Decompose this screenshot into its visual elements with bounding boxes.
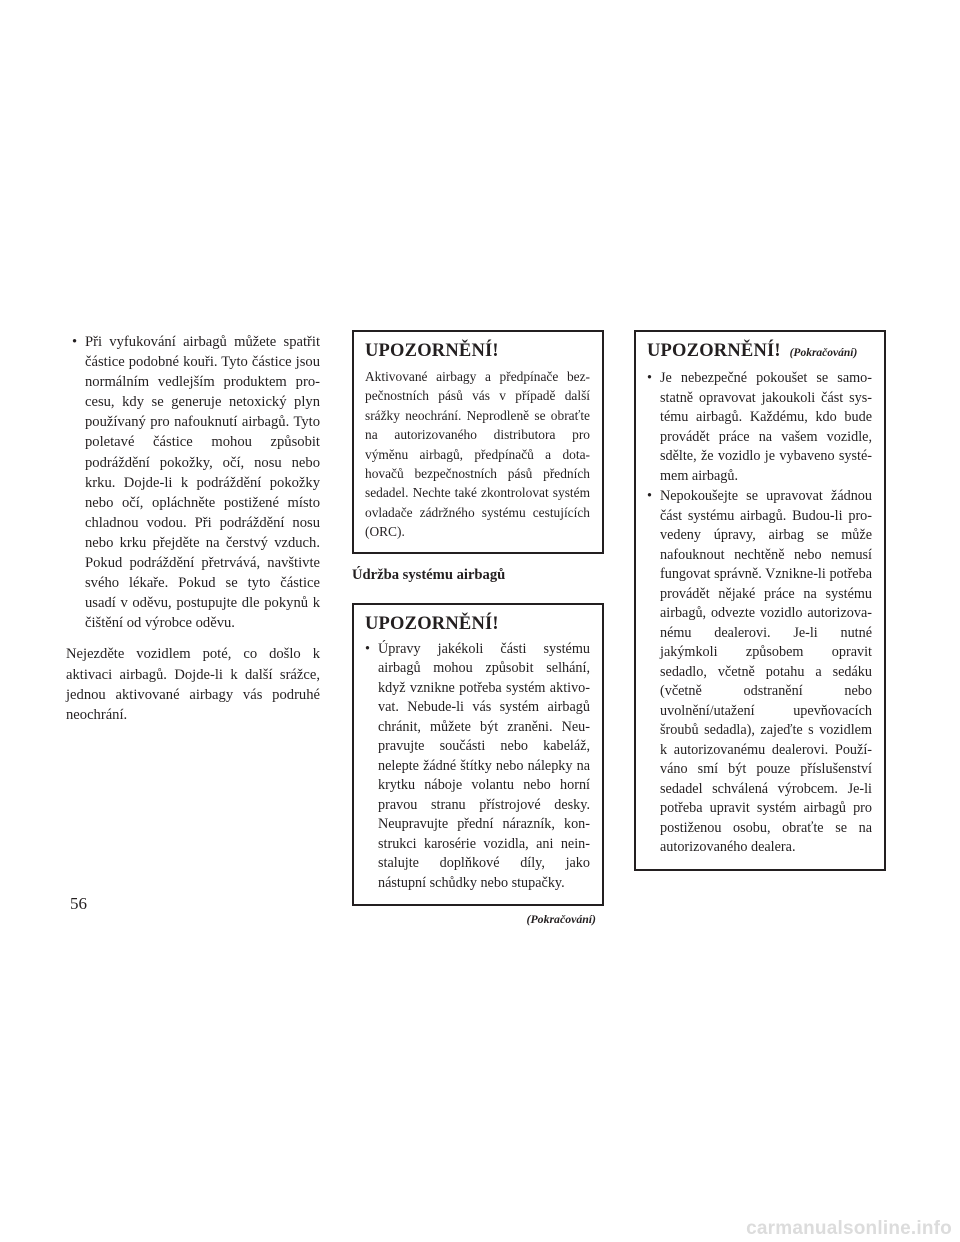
warning-bullet — [647, 487, 872, 858]
page-number: 56 — [70, 894, 87, 913]
warning-title: UPOZORNĚNÍ! — [365, 341, 499, 361]
bullet-icon: • — [365, 640, 370, 657]
left-column — [66, 332, 320, 739]
warning-text: Aktivované airbagy a předpínače bezpečnostních pásů vás v případě další srážky neochrání. Neprodleně se obraťte na autorizovaného distributora pro výměnu airbagů, předpínačů a dotahovačů bezpečnostních pásů předních sedadel. Nechte také zkontrolovat systém ovladače zádržného systému cestujících (ORC). — [365, 369, 590, 540]
warning-box-modifications — [352, 603, 604, 907]
bullet-icon: • — [647, 370, 652, 386]
bullet-text: Při vyfukování airbagů můžete spatřit částice podobné kouři. Tyto částice jsou normálním vedlejším produktem procesu, kdy se generuje netoxický plyn používaný pro nafouknutí airbagů. Tyto poletavé částice mohou způsobit podráždění pokožky, očí, nosu nebo krku. Dojde-li k podráždění pokožky nebo očí, opláchněte postižené místo chladnou vodou. Při podráždění nosu nebo krku přejděte na čerstvý vzduch. Pokud podráždění přetrvává, navštivte svého lékaře. Pokud se tyto částice usadí v oděvu, postupujte dle pokynů k čištění od výrobce oděvu. — [85, 334, 320, 632]
section-heading: Údržba systému airbagů — [352, 566, 506, 583]
right-column — [634, 330, 886, 871]
bullet-text: Nepokoušejte se upravovat žádnou část systému airbagů. Budou-li provedeny úpravy, airbag se může nafouknout nechtěně nebo nemusí fungovat správně. Vznikne-li potřeba provádět nějaké práce na systému airbagů, odvezte vozidlo autorizovanému dealerovi. Je-li nutné jakýmkoli způsobem opravit sedadlo, včetně potahu a sedáku (včetně odstranění nebo uvolnění/utažení upevňovacích šroubů sedadla), zajeďte s vozidlem k autorizovanému dealerovi. Používáno smí být pouze příslušenství sedadel schválená výrobcem. Je-li potřeba upravit systém airbagů pro postiženou osobu, obraťte se na autorizovaného dealera. — [660, 488, 872, 855]
bullet-icon: • — [647, 488, 652, 504]
warning-bullet — [365, 640, 590, 894]
watermark: carmanualsonline.info — [746, 1218, 952, 1239]
middle-column — [352, 330, 604, 927]
warning-title-continued: (Pokračování) — [789, 347, 858, 359]
bullet-text: Je nebezpečné pokoušet se samostatně opravovat jakoukoli část systému airbagů. Každému, kdo bude provádět práce na vašem vozidle, sdělte, že vozidlo je vybaveno systémem airbagů. — [660, 370, 872, 484]
warning-box-continued — [634, 330, 886, 871]
airbag-particles-bullet — [66, 332, 320, 633]
continued-label: (Pokračování) — [526, 912, 596, 927]
warning-title-text: UPOZORNĚNÍ! — [647, 341, 781, 361]
do-not-drive-paragraph: Nejezděte vozidlem poté, co došlo k aktivaci airbagů. Dojde-li k další srážce, jednou aktivované airbagy vás podruhé neochrání. — [66, 646, 320, 723]
bullet-icon: • — [72, 334, 78, 350]
warning-bullet — [647, 369, 872, 486]
warning-title: UPOZORNĚNÍ! — [365, 613, 499, 634]
warning-title — [647, 339, 872, 365]
warning-box-replacement — [352, 330, 604, 554]
bullet-text: Úpravy jakékoli části systému airbagů mohou způsobit selhání, když vznikne potřeba systém aktivovat. Nebude-li vás systém airbagů chránit, můžete být zraněni. Neupravujte součásti nebo kabeláž, nelepte žádné štítky nebo nálepky na krytku náboje volantu nebo horní pravou stranu přístrojové desky. Neupravujte přední nárazník, konstrukci karosérie vozidla, ani neinstalujte doplňkové díly, jako nástupní schůdky nebo stupačky. — [378, 640, 590, 891]
